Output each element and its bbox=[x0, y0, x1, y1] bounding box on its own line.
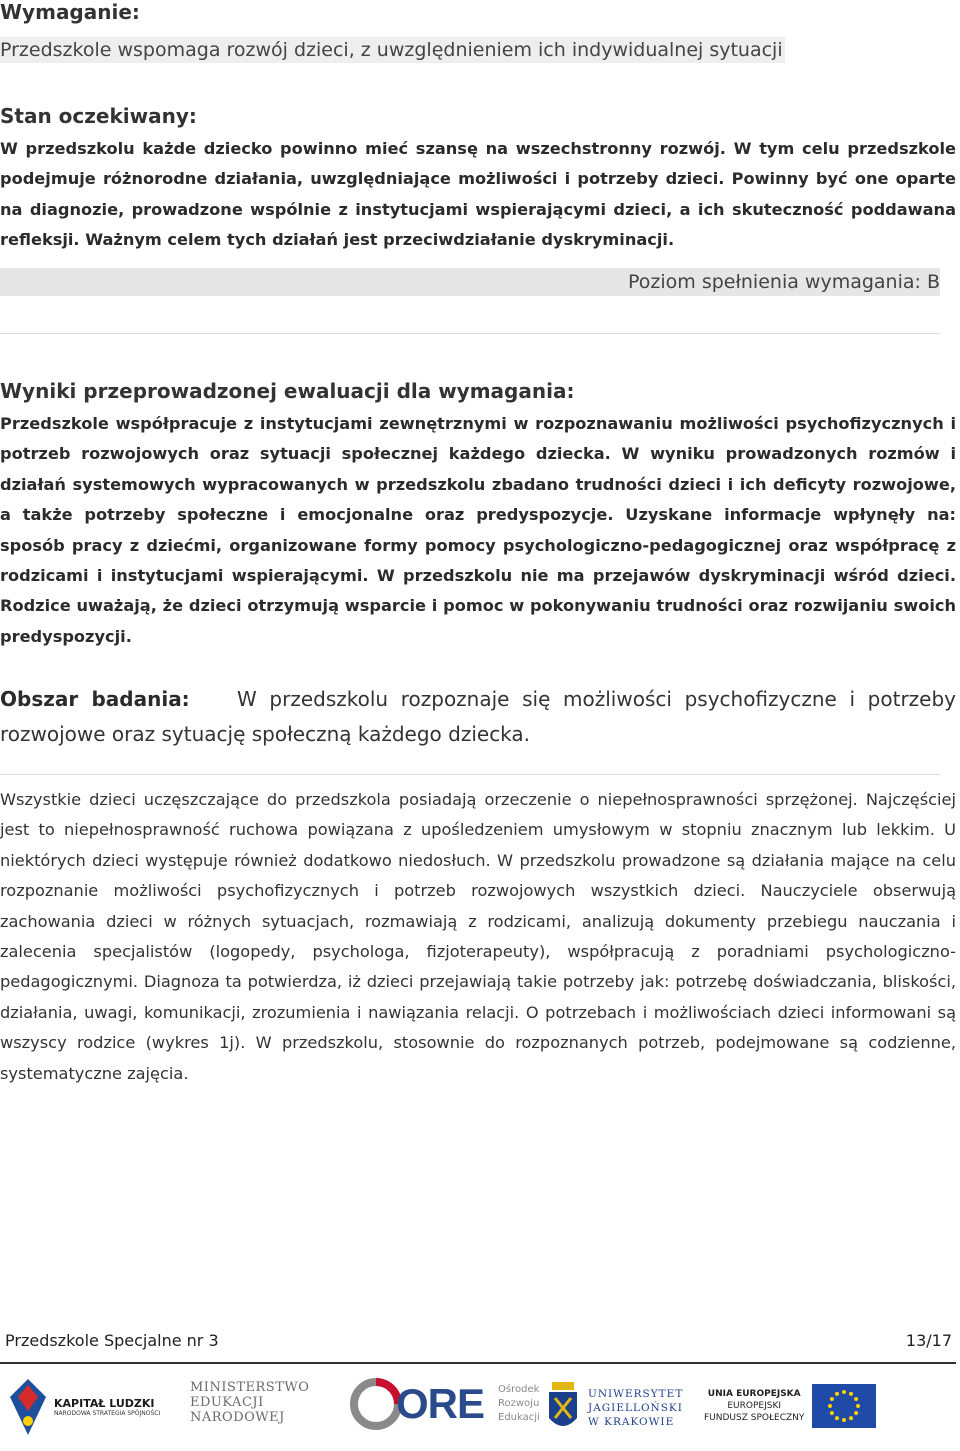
eu-star-icon bbox=[849, 1416, 853, 1420]
eu-star-icon bbox=[855, 1397, 859, 1401]
uj-line1: UNIWERSYTET bbox=[588, 1388, 684, 1400]
eu-star-icon bbox=[842, 1418, 846, 1422]
eu-star-icon bbox=[828, 1404, 832, 1408]
uj-crest-icon bbox=[546, 1380, 580, 1436]
footer-page: 13/17 bbox=[905, 1331, 952, 1350]
eu-star-icon bbox=[830, 1397, 834, 1401]
expected-heading: Stan oczekiwany: bbox=[0, 104, 197, 128]
eu-star-icon bbox=[830, 1411, 834, 1415]
area-text: W przedszkolu rozpoznaje się możliwości psychofizyczne i potrzeby rozwojowe oraz sytuację społeczną każdego dziecka. bbox=[0, 687, 957, 746]
eu-line1: UNIA EUROPEJSKA bbox=[707, 1389, 801, 1399]
level-bar bbox=[0, 268, 940, 296]
kl-subtitle: NARODOWA STRATEGIA SPÓJNOŚCI bbox=[54, 1410, 161, 1417]
level-text: Poziom spełnienia wymagania: B bbox=[628, 271, 940, 293]
divider bbox=[0, 333, 940, 334]
requirement-heading: Wymaganie: bbox=[0, 0, 140, 24]
eu-line2: EUROPEJSKI bbox=[727, 1401, 782, 1411]
kapital-ludzki-logo bbox=[8, 1374, 160, 1440]
men-line1: MINISTERSTWO bbox=[190, 1380, 310, 1395]
results-heading: Wyniki przeprowadzonej ewaluacji dla wymagania: bbox=[0, 379, 575, 403]
requirement-text: Przedszkole wspomaga rozwój dzieci, z uwzględnieniem ich indywidualnej sytuacji bbox=[0, 39, 783, 61]
eu-star-icon bbox=[856, 1404, 860, 1408]
uj-line3: W KRAKOWIE bbox=[588, 1416, 675, 1428]
ore-logo bbox=[350, 1378, 540, 1430]
ore-wordmark: ORE bbox=[396, 1380, 485, 1427]
footer-rule bbox=[0, 1362, 956, 1364]
men-line2: EDUKACJI bbox=[190, 1395, 264, 1410]
results-text: Przedszkole współpracuje z instytucjami zewnętrznymi w rozpoznawaniu możliwości psychofizycznych i potrzeb rozwojowych oraz sytuacji społecznej każdego dziecka. W wyniku prowadzonych rozmów i działań systemowych wypracowanych w przedszkolu zbadano trudności dzieci i ich deficyty rozwojowe, a także potrzeby społeczne i emocjonalne oraz predyspozycje. Uzyskane informacje wpłynęły na: sposób pracy z dziećmi, organizowane formy pomocy psychologiczno-pedagogicznej oraz współpracę z rodzicami i instytucjami wspierającymi. W przedszkolu nie ma przejawów dyskryminacji wśród dzieci. Rodzice uważają, że dzieci otrzymują wsparcie i pomoc w pokonywaniu trudności oraz rozwijaniu swoich predyspozycji. bbox=[0, 414, 956, 646]
eu-line3: FUNDUSZ SPOŁECZNY bbox=[704, 1413, 805, 1423]
kl-title: KAPITAŁ LUDZKI bbox=[54, 1397, 155, 1410]
ore-line1: Ośrodek bbox=[498, 1384, 540, 1395]
expected-text: W przedszkolu każde dziecko powinno mieć szansę na wszechstronny rozwój. W tym celu przedszkole podejmuje różnorodne działania, uwzględniające możliwości i potrzeby dzieci. Powinny być one oparte na diagnozie, prowadzone wspólnie z instytucjami wspierającymi dzieci, a ich skuteczność poddawana refleksji. Ważnym celem tych działań jest przeciwdziałanie dyskryminacji. bbox=[0, 139, 956, 250]
uj-line2: JAGIELLOŃSKI bbox=[588, 1402, 683, 1414]
men-logo bbox=[190, 1380, 309, 1425]
eu-star-icon bbox=[835, 1416, 839, 1420]
ore-line3: Edukacji bbox=[498, 1412, 540, 1423]
eu-logo bbox=[704, 1384, 876, 1428]
eu-star-icon bbox=[835, 1392, 839, 1396]
uj-logo bbox=[546, 1380, 683, 1436]
kapital-ludzki-emblem-icon bbox=[8, 1377, 48, 1437]
men-line3: NARODOWEJ bbox=[190, 1410, 285, 1425]
eu-star-icon bbox=[842, 1390, 846, 1394]
area-label: Obszar badania: bbox=[0, 687, 190, 711]
area-block bbox=[0, 682, 956, 752]
body-text: Wszystkie dzieci uczęszczające do przedszkola posiadają orzeczenie o niepełnosprawności sprzężonej. Najczęściej jest to niepełnosprawność ruchowa powiązana z upośledzeniem umysłowym w stopniu znacznym lub lekkim. U niektórych dzieci występuje również dodatkowo niedosłuch. W przedszkolu prowadzone są działania mające na celu rozpoznanie możliwości psychofizycznych i potrzeb rozwojowych wszystkich dzieci. Nauczyciele obserwują zachowania dzieci w różnych sytuacjach, rozmawiają z rodzicami, analizują dokumenty przebiegu nauczania i zalecenia specjalistów (logopedy, psychologa, fizjoterapeuty), współpracują z poradniami psychologiczno-pedagogicznymi. Diagnoza ta potwierdza, iż dzieci przejawiają takie potrzeby jak: potrzebę doświadczania, bliskości, działania, uwagi, komunikacji, zrozumienia i nawiązania relacji. O potrzebach i możliwościach dzieci informowani są wszyscy rodzice (wykres 1j). W przedszkolu, stosownie do rozpoznanych potrzeb, podejmowane są codzienne, systematyczne zajęcia. bbox=[0, 790, 956, 1083]
footer-school: Przedszkole Specjalne nr 3 bbox=[5, 1331, 219, 1350]
divider bbox=[0, 774, 940, 775]
eu-star-icon bbox=[849, 1392, 853, 1396]
ore-circle-icon bbox=[350, 1378, 402, 1430]
eu-flag-icon bbox=[812, 1384, 876, 1428]
eu-star-icon bbox=[855, 1411, 859, 1415]
ore-line2: Rozwoju bbox=[498, 1398, 540, 1409]
